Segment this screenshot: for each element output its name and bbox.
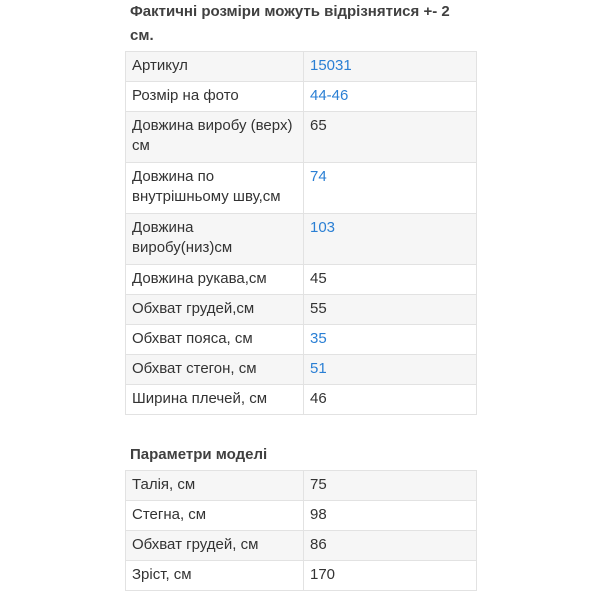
table-row (126, 214, 477, 265)
table-row (126, 471, 477, 501)
table-row (126, 295, 477, 325)
table-row (126, 163, 477, 214)
row-value-link[interactable]: 74 (304, 163, 477, 214)
row-label: Обхват грудей,см (126, 295, 304, 325)
row-value: 65 (304, 112, 477, 163)
row-value-link[interactable]: 15031 (304, 52, 477, 82)
row-value-link[interactable]: 51 (304, 355, 477, 385)
row-value-link[interactable]: 44-46 (304, 82, 477, 112)
row-label: Артикул (126, 52, 304, 82)
table-row (126, 501, 477, 531)
model-params-heading: Параметри моделі (130, 446, 268, 463)
size-notice: Фактичні розміри можуть відрізнятися +- 2 см. (130, 3, 450, 44)
row-label: Зріст, см (126, 561, 304, 591)
product-size-table-body (126, 52, 477, 415)
row-label: Довжина по внутрішньому шву,см (126, 163, 304, 214)
row-label: Ширина плечей, см (126, 385, 304, 415)
row-value: 46 (304, 385, 477, 415)
row-value: 75 (304, 471, 477, 501)
row-label: Розмір на фото (126, 82, 304, 112)
row-value: 55 (304, 295, 477, 325)
row-label: Обхват грудей, см (126, 531, 304, 561)
table-row (126, 325, 477, 355)
product-size-table (125, 51, 477, 415)
row-value: 170 (304, 561, 477, 591)
table-row (126, 385, 477, 415)
row-value-link[interactable]: 103 (304, 214, 477, 265)
row-value: 86 (304, 531, 477, 561)
table-row (126, 265, 477, 295)
table-row (126, 112, 477, 163)
model-params-table-body (126, 471, 477, 591)
row-value: 45 (304, 265, 477, 295)
table-row (126, 531, 477, 561)
table-row (126, 355, 477, 385)
model-params-table (125, 470, 477, 591)
table-row (126, 561, 477, 591)
row-value: 98 (304, 501, 477, 531)
row-label: Довжина виробу(низ)см (126, 214, 304, 265)
row-label: Талія, см (126, 471, 304, 501)
row-label: Стегна, см (126, 501, 304, 531)
row-label: Довжина рукава,см (126, 265, 304, 295)
row-label: Обхват пояса, см (126, 325, 304, 355)
table-row (126, 82, 477, 112)
row-value-link[interactable]: 35 (304, 325, 477, 355)
table-row (126, 52, 477, 82)
row-label: Довжина виробу (верх) см (126, 112, 304, 163)
row-label: Обхват стегон, см (126, 355, 304, 385)
